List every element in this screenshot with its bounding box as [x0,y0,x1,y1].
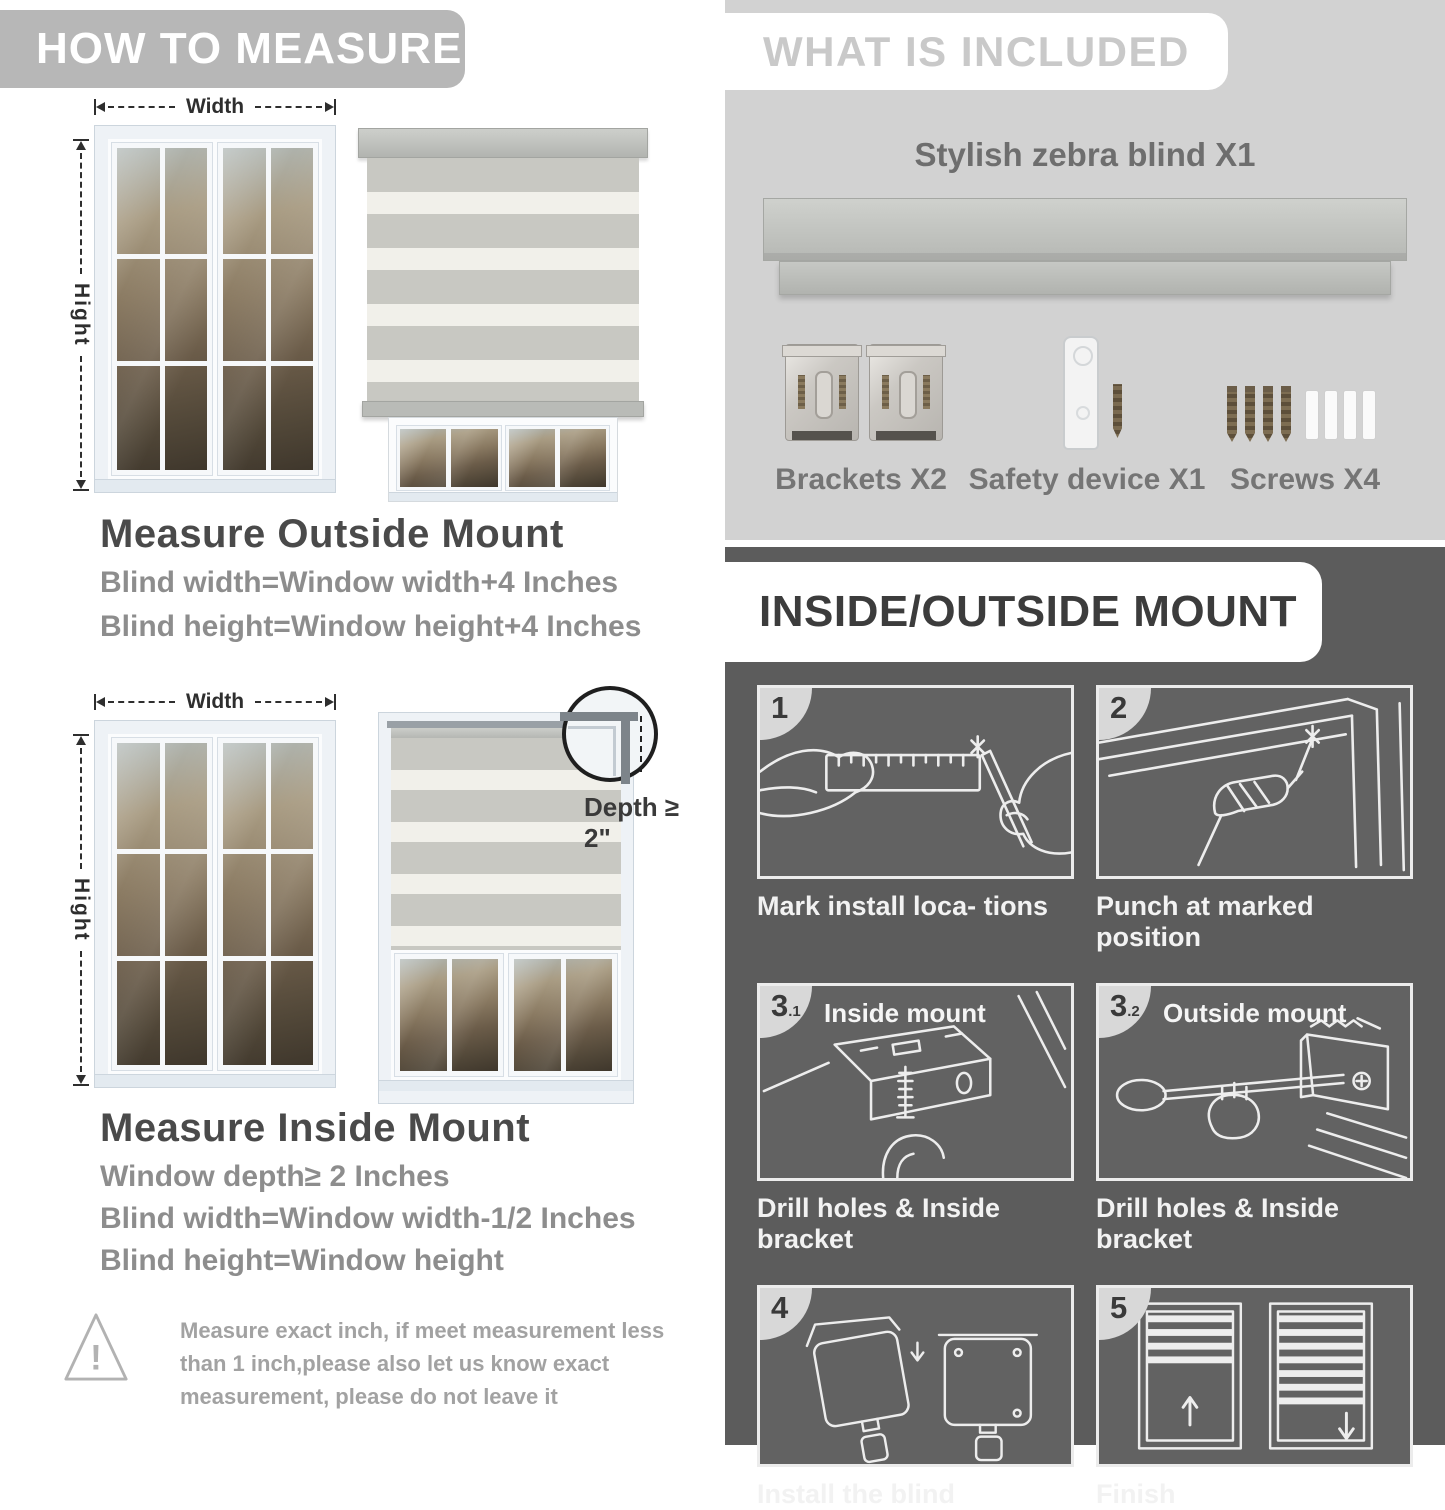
window-below-blind [388,417,618,502]
window-sill [95,479,335,492]
window-sash [397,426,501,490]
step-3-2-caption: Drill holes & Inside bracket [1096,1193,1340,1254]
arrow-up-icon [76,141,86,150]
step-number-badge: 3.2 [1099,986,1151,1038]
step-3-2-header: Outside mount [1163,998,1347,1028]
how-to-measure-title: HOW TO MEASURE [36,24,463,73]
step-5 [1096,1285,1413,1510]
window-sill [389,492,617,501]
blind-bottom-rail-image [779,261,1391,295]
step-5-illustration [1096,1285,1413,1467]
svg-text:!: ! [90,1338,102,1378]
mount-section-title: INSIDE/OUTSIDE MOUNT [759,587,1298,636]
height-label: Hight [70,878,93,942]
measurement-warning-note [180,1314,664,1413]
inside-mount-window-figure [70,690,336,1092]
arrow-down-icon [76,1075,86,1084]
arrow-right-icon [325,102,334,112]
arrow-up-icon [76,736,86,745]
step-4 [757,1285,1074,1510]
width-label: Width [185,95,245,118]
width-label: Width [185,690,245,713]
step-3-1-header: Inside mount [824,998,986,1028]
bracket-image [785,344,859,441]
step-number-badge: 3.1 [760,986,812,1038]
zebra-blind-fabric [367,158,639,401]
how-to-measure-section [0,0,705,1445]
step-number-badge: 5 [1099,1288,1151,1340]
step-number-badge: 1 [760,688,812,740]
mount-instructions-section [725,547,1445,1509]
inside-depth-formula: Window depth≥ 2 Inches [100,1160,450,1193]
blind-bottom-rail [362,401,644,417]
what-is-included-section [725,0,1445,540]
step-1-caption: Mark install loca- tions [757,891,1049,921]
window-sash [218,143,318,475]
warning-line: than 1 inch,please also let us know exact [180,1351,610,1376]
inside-width-formula: Blind width=Window width-1/2 Inches [100,1202,636,1235]
warning-line: measurement, please do not leave it [180,1384,558,1409]
step-3-1-illustration [757,983,1074,1181]
blind-headrail [358,128,648,158]
window-sill [379,1080,633,1091]
depth-requirement-label: Depth ≥ 2" [584,792,680,853]
step-2-caption: Punch at marked position [1096,891,1314,952]
brackets-label: Brackets X2 [775,463,947,496]
wall-anchors-image [1305,390,1376,440]
width-dimension-arrow [94,97,336,117]
product-quantity-label: Stylish zebra blind X1 [914,136,1256,173]
step-1-illustration [757,685,1074,879]
window-sash [395,954,503,1076]
height-dimension-arrow [70,734,92,1086]
step-1 [757,685,1074,953]
outside-width-formula: Blind width=Window width+4 Inches [100,566,619,599]
screws-image [1227,386,1291,442]
mount-steps-grid [757,685,1413,1510]
step-3-2-illustration [1096,983,1413,1181]
step-number-badge: 4 [760,1288,812,1340]
outside-mount-blind-figure [358,118,648,502]
step-3-1-caption: Drill holes & Inside bracket [757,1193,1001,1254]
mount-section-banner [725,562,1322,662]
window-illustration [94,720,336,1088]
warning-icon [62,1306,130,1393]
step-2 [1096,685,1413,953]
outside-mount-heading: Measure Outside Mount [100,512,564,556]
arrow-left-icon [96,102,105,112]
arrow-down-icon [76,480,86,489]
arrow-right-icon [325,697,334,707]
window-sash [112,738,212,1070]
screws-label: Screws X4 [1229,463,1381,496]
what-is-included-title: WHAT IS INCLUDED [763,28,1190,75]
step-3-1 [757,983,1074,1255]
window-sill [95,1074,335,1087]
safety-screw-image [1113,384,1122,438]
step-5-caption: Finish [1096,1479,1176,1509]
how-to-measure-banner [0,10,465,88]
outside-mount-window-figure [70,95,336,497]
inside-height-formula: Blind height=Window height [100,1244,504,1277]
inside-mount-heading: Measure Inside Mount [100,1106,531,1150]
step-3-2 [1096,983,1413,1255]
right-column [725,0,1445,1509]
safety-device-image [1063,336,1099,450]
warning-line: Measure exact inch, if meet measurement less [180,1318,665,1343]
step-2-illustration [1096,685,1413,879]
blind-headrail-image [763,198,1407,261]
section-divider [725,540,1445,547]
window-sash [218,738,318,1070]
step-4-illustration [757,1285,1074,1467]
window-below-blind [391,950,621,1080]
window-sash [509,954,617,1076]
step-4-caption: Install the blind [757,1479,956,1509]
step-number-badge: 2 [1099,688,1151,740]
arrow-left-icon [96,697,105,707]
window-sash [112,143,212,475]
bracket-image [869,344,943,441]
height-dimension-arrow [70,139,92,491]
height-label: Hight [70,283,93,347]
width-dimension-arrow [94,692,336,712]
what-is-included-banner [725,13,1228,90]
outside-height-formula: Blind height=Window height+4 Inches [100,610,642,643]
window-illustration [94,125,336,493]
depth-magnifier-icon [562,686,658,782]
safety-device-label: Safety device X1 [968,463,1206,496]
window-sash [506,426,610,490]
